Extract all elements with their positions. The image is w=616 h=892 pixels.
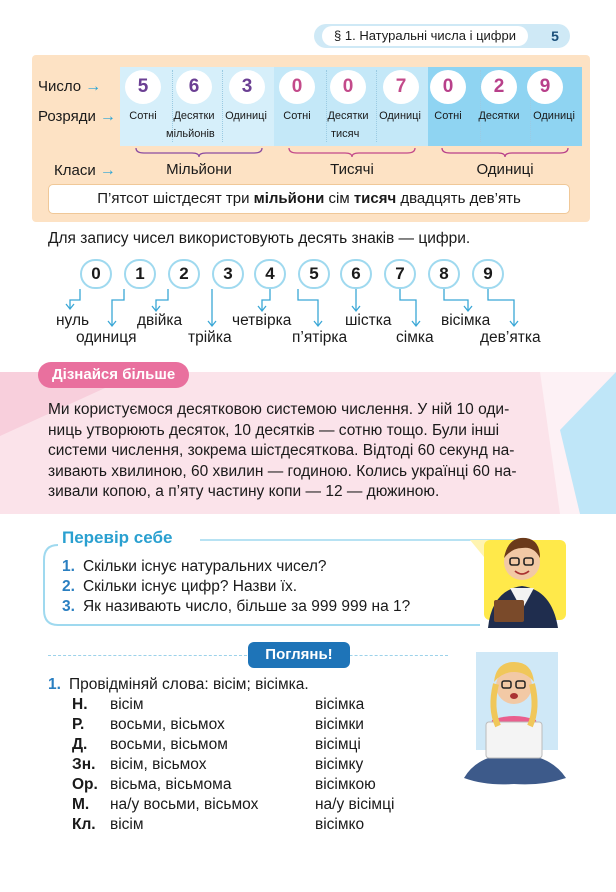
case-label: Зн.	[72, 756, 96, 773]
row-label-classes: Класи →	[54, 162, 116, 179]
case-label: Р.	[72, 716, 85, 733]
rank-label: Одиниці	[225, 110, 267, 122]
arrow-right-icon: →	[99, 108, 116, 125]
form-eight-noun: на/у вісімці	[315, 796, 395, 813]
digit-cell: 3	[229, 70, 265, 104]
girl-with-laptop-illustration	[458, 650, 570, 790]
digit-2: 2	[168, 259, 200, 289]
digit-5: 5	[298, 259, 330, 289]
digit-cell: 7	[383, 70, 419, 104]
digit-name: вісімка	[441, 312, 491, 329]
page-number: 5	[551, 28, 559, 44]
arrow-right-icon: →	[99, 162, 116, 179]
form-eight-noun: вісімко	[315, 816, 365, 833]
arrow-right-icon: →	[85, 78, 102, 95]
form-eight: вісьма, вісьмома	[110, 776, 232, 793]
number-in-words: П’ятсот шістдесят три мільйони сім тисяч двадцять дев’ять	[48, 184, 570, 214]
boy-with-book-illustration	[474, 524, 570, 628]
form-eight-noun: вісімці	[315, 736, 361, 753]
digit-name: одиниця	[76, 329, 137, 346]
form-eight: вісім	[110, 816, 144, 833]
digit-name: трійка	[188, 329, 232, 346]
digit-6: 6	[340, 259, 372, 289]
digit-name: дев’ятка	[480, 329, 541, 346]
form-eight: вісім	[110, 696, 144, 713]
question-item: 2. Скільки існує цифр? Назви їх.	[62, 578, 298, 595]
question-item: 1. Скільки існує натуральних чисел?	[62, 558, 327, 575]
digits-intro-text: Для запису чисел використовують десять знаків — цифри.	[48, 230, 471, 247]
row-label-ranks: Розряди →	[38, 108, 116, 125]
question-item: 3. Як називають число, більше за 999 999 на 1?	[62, 598, 411, 615]
digit-name: п’ятірка	[292, 329, 348, 346]
digit-name: сімка	[396, 329, 434, 346]
rank-label: Десятки	[327, 110, 369, 122]
class-name: Одиниці	[476, 161, 534, 178]
class-name: Тисячі	[330, 161, 374, 178]
rank-label: Одиниці	[533, 110, 575, 122]
digit-cell: 9	[527, 70, 563, 104]
digit-9: 9	[472, 259, 504, 289]
case-label: Кл.	[72, 816, 96, 833]
digit-cell: 0	[279, 70, 315, 104]
rank-label: Десятки	[173, 110, 215, 122]
digit-cell: 0	[330, 70, 366, 104]
rank-suffix-label: тисяч	[331, 128, 360, 140]
rank-label: Сотні	[434, 110, 462, 122]
form-eight: восьми, вісьмом	[110, 736, 228, 753]
rank-label: Сотні	[283, 110, 311, 122]
case-label: Д.	[72, 736, 88, 753]
rank-label: Десятки	[478, 110, 520, 122]
digit-1: 1	[124, 259, 156, 289]
rank-label: Одиниці	[379, 110, 421, 122]
section-title: § 1. Натуральні числа і цифри	[322, 26, 528, 46]
digit-cell: 5	[125, 70, 161, 104]
digit-name: четвірка	[232, 312, 292, 329]
digit-cell: 6	[176, 70, 212, 104]
form-eight: вісім, вісьмох	[110, 756, 207, 773]
look-title: Поглянь!	[248, 642, 350, 668]
digit-name: нуль	[56, 312, 90, 329]
rank-suffix-label: мільйонів	[166, 128, 215, 140]
digit-3: 3	[212, 259, 244, 289]
rank-label: Сотні	[129, 110, 157, 122]
digit-4: 4	[254, 259, 286, 289]
form-eight: на/у восьми, вісьмох	[110, 796, 259, 813]
learn-more-text: Ми користуємося десятковою системою числення. У ній 10 оди- ниць утворюють десяток, 10 десятків — сотню тощо. Були інші системи числення, зокрема шістдесяткова. Відтоді 60 секунд на- зивають хвилиною, 60 хвилин — годиною. Колись українці 60 на- зивали копою, а п’яту частину копи — 12 — дюжиною.	[48, 401, 517, 500]
form-eight-noun: вісімки	[315, 716, 364, 733]
class-name: Мільйони	[166, 161, 232, 178]
form-eight: восьми, вісьмох	[110, 716, 225, 733]
digit-7: 7	[384, 259, 416, 289]
digit-cell: 2	[481, 70, 517, 104]
digit-0: 0	[80, 259, 112, 289]
digit-name: шістка	[345, 312, 392, 329]
learn-more-title: Дізнайся більше	[38, 362, 189, 388]
row-label-number: Число →	[38, 78, 102, 95]
digit-name: двійка	[137, 312, 183, 329]
check-yourself-title: Перевір себе	[62, 528, 173, 547]
digit-8: 8	[428, 259, 460, 289]
form-eight-noun: вісімкою	[315, 776, 376, 793]
case-label: Н.	[72, 696, 88, 713]
digit-cell: 0	[430, 70, 466, 104]
task-item: 1. Провідміняй слова: вісім; вісімка.	[48, 676, 309, 693]
form-eight-noun: вісімку	[315, 756, 364, 773]
case-label: Ор.	[72, 776, 98, 793]
case-label: М.	[72, 796, 90, 813]
form-eight-noun: вісімка	[315, 696, 365, 713]
